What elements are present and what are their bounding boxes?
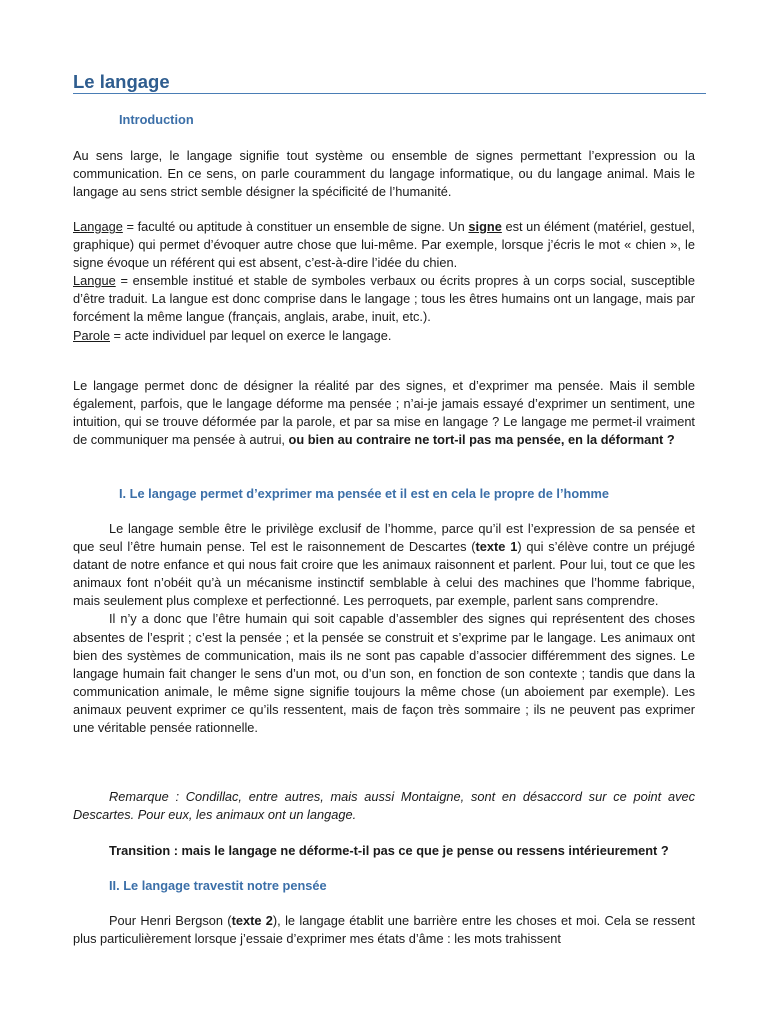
- title-underline-rule: [73, 93, 706, 94]
- definition-langage: Langage = faculté ou aptitude à constituer un ensemble de signe. Un signe est un élément (matériel, gestuel, graphique) qui permet d’évoquer autre chose que lui-même. Par exemple, lorsque j’écris le mot « chien », le signe évoque un référent qui est absent, c’est-à-dire l’idée du chien.: [73, 219, 695, 271]
- section-1-paragraph-2: Il n’y a donc que l’être humain qui soit capable d’assembler des signes qui représentent des choses absentes de l’esprit ; c’est la pensée ; et la pensée se construit et s’exprime par le langage. Les animaux ont bien des systèmes de communication, mais ils ne sont pas capable d’associer différemment des signes. Le langage humain fait changer le sens d’un mot, ou d’un son, en fonction de son contexte ; tandis que dans la communication animale, le même signe signifie toujours la même chose (un aboiement par exemple). Les animaux peuvent exprimer ce qu’ils ressentent, mais de façon très sommaire ; ils ne peuvent pas exprimer une véritable pensée rationnelle.: [73, 611, 695, 736]
- section-2-heading: II. Le langage travestit notre pensée: [109, 878, 327, 893]
- texte-1-ref: texte 1: [475, 539, 518, 555]
- document-title: Le langage: [73, 71, 170, 92]
- remark-block: [73, 788, 695, 824]
- remark-text: Remarque : Condillac, entre autres, mais aussi Montaigne, sont en désaccord sur ce point avec Descartes. Pour eux, les animaux ont un langage.: [73, 789, 695, 823]
- transition-label: Transition :: [109, 843, 178, 858]
- ou-bien-bold: ou bien: [288, 432, 335, 448]
- section-1-heading: I. Le langage permet d’exprimer ma pensée et il est en cela le propre de l’homme: [119, 486, 610, 501]
- introduction-heading: Introduction: [119, 112, 194, 127]
- term-parole: Parole: [73, 327, 110, 343]
- intro-paragraph-1-text: Au sens large, le langage signifie tout système ou ensemble de signes permettant l’expression ou la communication. En ce sens, on parle couramment du langage informatique, ou du langage animal. Mais le langage au sens strict semble désigner la spécificité de l’humanité.: [73, 148, 695, 200]
- transition-text: mais le langage ne déforme-t-il pas ce que je pense ou ressens intérieurement ?: [177, 843, 669, 858]
- intro-paragraph-1: [73, 147, 695, 201]
- section-1-body: [73, 520, 695, 737]
- section-1-paragraph-1: Le langage semble être le privilège exclusif de l’homme, parce qu’il est l’expression de sa pensée et que seul l’être humain pense. Tel est le raisonnement de Descartes (texte 1) qui s’élève contre un préjugé datant de notre enfance et qui nous fait croire que les animaux raisonnent et parlent. Pour lui, tout ce que les animaux font n’obéit qu’à un mécanisme instinctif semblable à celui des machines que l’homme fabrique, mais seulement plus complexe et perfectionné. Les perroquets, par exemple, parlent sans comprendre.: [73, 521, 695, 609]
- definition-parole: Parole = acte individuel par lequel on exerce le langage.: [73, 327, 392, 343]
- section-2-body: [73, 912, 695, 948]
- intro-paragraph-3: Le langage permet donc de désigner la réalité par des signes, et d’exprimer ma pensée. Mais il semble également, parfois, que le langage déforme ma pensée ; n’ai-je jamais essayé d’exprimer un sentiment, une intuition, qui se trouve déformée par la parole, et par sa mise en langage ? Le langage me permet-il vraiment de communiquer ma pensée à autrui, ou bien au contraire ne tort-il pas ma pensée, en la déformant ?: [73, 378, 695, 448]
- term-signe: signe: [468, 219, 502, 234]
- definition-langue: Langue = ensemble institué et stable de symboles verbaux ou écrits propres à un corps social, susceptible d’être traduit. La langue est donc comprise dans le langage ; tous les êtres humains ont un langage, mais par forcément la même langue (français, anglais, arabe, inuit, etc.).: [73, 273, 695, 325]
- term-langue: Langue: [73, 273, 116, 289]
- term-langage: Langage: [73, 219, 123, 234]
- texte-2-ref: texte 2: [231, 913, 273, 928]
- definitions-block: [73, 218, 695, 345]
- transition-block: [73, 842, 695, 860]
- section-2-paragraph-1: Pour Henri Bergson (texte 2), le langage établit une barrière entre les choses et moi. Cela se ressent plus particulièrement lorsque j’essaie d’exprimer mes états d’âme : les mots trahissent: [73, 913, 696, 947]
